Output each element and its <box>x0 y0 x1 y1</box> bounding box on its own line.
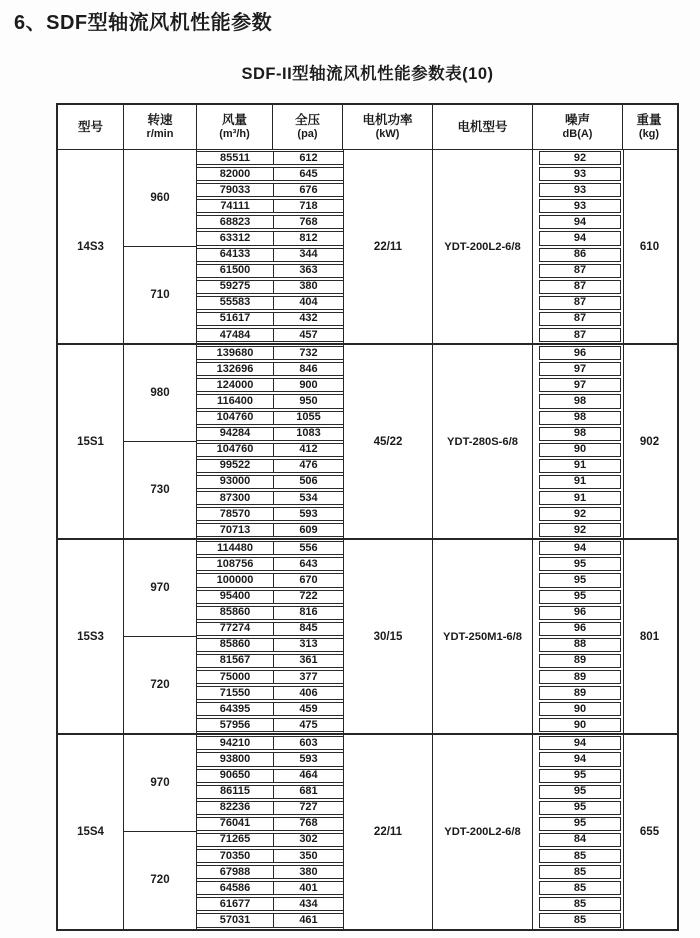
col-header-label: 电机型号 <box>457 119 508 134</box>
model-cell: 15S4 <box>58 735 124 928</box>
noise-value: 93 <box>539 167 621 181</box>
flow-value: 59275 <box>197 280 273 294</box>
pressure-value: 670 <box>273 573 343 587</box>
table-header-row <box>58 105 677 150</box>
pressure-value: 556 <box>273 541 343 555</box>
flow-value: 68823 <box>197 215 273 229</box>
col-header-power <box>343 105 433 149</box>
pressure-value: 1083 <box>273 427 343 441</box>
noise-value: 86 <box>539 248 621 262</box>
pressure-value: 681 <box>273 785 343 799</box>
motor-model-cell: YDT-280S-6/8 <box>433 345 533 538</box>
noise-value: 87 <box>539 328 621 342</box>
pressure-value: 768 <box>273 817 343 831</box>
pressure-value: 302 <box>273 833 343 847</box>
col-header-unit: (kW) <box>375 127 400 140</box>
flow-value: 90650 <box>197 769 273 783</box>
speed-cell: 970 <box>124 540 197 637</box>
noise-value: 97 <box>539 378 621 392</box>
pressure-value: 401 <box>273 881 343 895</box>
flow-value: 47484 <box>197 328 273 342</box>
flow-value: 82236 <box>197 801 273 815</box>
flow-value: 100000 <box>197 573 273 587</box>
col-header-label: 型号 <box>77 119 103 134</box>
flow-value: 79033 <box>197 183 273 197</box>
noise-value: 93 <box>539 199 621 213</box>
page-title: 6、SDF型轴流风机性能参数 <box>14 12 273 34</box>
noise-value: 85 <box>539 865 621 879</box>
noise-value: 85 <box>539 913 621 927</box>
col-header-speed <box>124 105 197 149</box>
motor-model-cell: YDT-200L2-6/8 <box>433 150 533 343</box>
noise-value: 85 <box>539 849 621 863</box>
col-header-unit: (m³/h) <box>219 127 250 140</box>
model-block <box>58 735 677 928</box>
flow-value: 61500 <box>197 264 273 278</box>
col-header-flow <box>197 105 273 149</box>
noise-value: 87 <box>539 280 621 294</box>
flow-value: 87300 <box>197 491 273 505</box>
col-header-label: 全压 <box>294 112 320 127</box>
noise-value: 90 <box>539 718 621 732</box>
noise-value: 96 <box>539 622 621 636</box>
noise-value: 89 <box>539 654 621 668</box>
pressure-value: 404 <box>273 296 343 310</box>
noise-value: 91 <box>539 459 621 473</box>
flow-value: 82000 <box>197 167 273 181</box>
flow-value: 99522 <box>197 459 273 473</box>
pressure-value: 609 <box>273 523 343 537</box>
flow-value: 93800 <box>197 752 273 766</box>
pressure-value: 313 <box>273 638 343 652</box>
weight-cell: 902 <box>623 345 675 538</box>
pressure-value: 344 <box>273 248 343 262</box>
pressure-value: 768 <box>273 215 343 229</box>
col-header-unit: (kg) <box>638 127 660 140</box>
power-cell: 22/11 <box>343 150 433 343</box>
noise-value: 94 <box>539 541 621 555</box>
flow-value: 70350 <box>197 849 273 863</box>
flow-value: 104760 <box>197 443 273 457</box>
col-header-label: 噪声 <box>564 112 590 127</box>
col-header-model <box>58 105 124 149</box>
pressure-value: 464 <box>273 769 343 783</box>
pressure-value: 846 <box>273 362 343 376</box>
weight-cell: 801 <box>623 540 675 733</box>
noise-value: 87 <box>539 296 621 310</box>
col-header-label: 转速 <box>147 112 173 127</box>
flow-value: 94210 <box>197 736 273 750</box>
flow-value: 57956 <box>197 718 273 732</box>
flow-value: 81567 <box>197 654 273 668</box>
pressure-value: 363 <box>273 264 343 278</box>
power-cell: 30/15 <box>343 540 433 733</box>
pressure-value: 377 <box>273 670 343 684</box>
flow-value: 64395 <box>197 702 273 716</box>
speed-cell: 970 <box>124 735 197 832</box>
pressure-value: 461 <box>273 913 343 927</box>
col-header-noise <box>533 105 623 149</box>
pressure-value: 361 <box>273 654 343 668</box>
pressure-value: 1055 <box>273 411 343 425</box>
pressure-value: 593 <box>273 752 343 766</box>
pressure-value: 534 <box>273 491 343 505</box>
col-header-motor-model <box>433 105 533 149</box>
model-cell: 15S1 <box>58 345 124 538</box>
flow-value: 55583 <box>197 296 273 310</box>
flow-value: 95400 <box>197 590 273 604</box>
noise-value: 85 <box>539 881 621 895</box>
noise-value: 84 <box>539 833 621 847</box>
pressure-value: 643 <box>273 557 343 571</box>
pressure-value: 475 <box>273 718 343 732</box>
flow-value: 124000 <box>197 378 273 392</box>
pressure-value: 412 <box>273 443 343 457</box>
pressure-value: 506 <box>273 475 343 489</box>
col-header-label: 电机功率 <box>362 112 413 127</box>
pressure-value: 816 <box>273 606 343 620</box>
model-block <box>58 345 677 540</box>
noise-value: 98 <box>539 394 621 408</box>
pressure-value: 812 <box>273 231 343 245</box>
col-header-label: 风量 <box>221 112 247 127</box>
noise-value: 96 <box>539 606 621 620</box>
pressure-value: 722 <box>273 590 343 604</box>
weight-cell: 655 <box>623 735 675 928</box>
model-cell: 14S3 <box>58 150 124 343</box>
flow-value: 61677 <box>197 897 273 911</box>
speed-cell: 960 <box>124 150 197 247</box>
flow-value: 139680 <box>197 346 273 360</box>
flow-value: 71550 <box>197 686 273 700</box>
noise-value: 94 <box>539 231 621 245</box>
document-content <box>56 60 679 931</box>
flow-value: 75000 <box>197 670 273 684</box>
flow-value: 57031 <box>197 913 273 927</box>
noise-value: 95 <box>539 785 621 799</box>
noise-value: 97 <box>539 362 621 376</box>
flow-value: 85860 <box>197 606 273 620</box>
speed-cell: 720 <box>124 832 197 929</box>
col-header-unit: dB(A) <box>562 127 593 140</box>
noise-value: 89 <box>539 670 621 684</box>
pressure-value: 676 <box>273 183 343 197</box>
pressure-value: 406 <box>273 686 343 700</box>
noise-value: 94 <box>539 215 621 229</box>
pressure-value: 459 <box>273 702 343 716</box>
noise-value: 95 <box>539 817 621 831</box>
noise-value: 96 <box>539 346 621 360</box>
flow-value: 114480 <box>197 541 273 555</box>
noise-value: 94 <box>539 736 621 750</box>
noise-value: 98 <box>539 411 621 425</box>
table-body <box>58 150 677 929</box>
speed-cell: 710 <box>124 247 197 344</box>
noise-value: 98 <box>539 427 621 441</box>
motor-model-cell: YDT-200L2-6/8 <box>433 735 533 928</box>
noise-value: 91 <box>539 475 621 489</box>
pressure-value: 380 <box>273 865 343 879</box>
pressure-value: 612 <box>273 151 343 165</box>
power-cell: 22/11 <box>343 735 433 928</box>
flow-value: 64586 <box>197 881 273 895</box>
pressure-value: 718 <box>273 199 343 213</box>
pressure-value: 432 <box>273 312 343 326</box>
noise-value: 88 <box>539 638 621 652</box>
flow-value: 78570 <box>197 507 273 521</box>
noise-value: 95 <box>539 573 621 587</box>
noise-value: 87 <box>539 264 621 278</box>
pressure-value: 900 <box>273 378 343 392</box>
pressure-value: 727 <box>273 801 343 815</box>
col-header-pressure <box>273 105 343 149</box>
pressure-value: 476 <box>273 459 343 473</box>
flow-value: 64133 <box>197 248 273 262</box>
flow-value: 74111 <box>197 199 273 213</box>
flow-value: 70713 <box>197 523 273 537</box>
pressure-value: 380 <box>273 280 343 294</box>
model-cell: 15S3 <box>58 540 124 733</box>
col-header-unit: r/min <box>146 127 174 140</box>
speed-cell: 720 <box>124 637 197 734</box>
noise-value: 92 <box>539 523 621 537</box>
noise-value: 92 <box>539 507 621 521</box>
model-block <box>58 540 677 735</box>
flow-value: 94284 <box>197 427 273 441</box>
noise-value: 90 <box>539 702 621 716</box>
noise-value: 95 <box>539 769 621 783</box>
pressure-value: 732 <box>273 346 343 360</box>
col-header-label: 重量 <box>636 112 662 127</box>
weight-cell: 610 <box>623 150 675 343</box>
noise-value: 87 <box>539 312 621 326</box>
noise-value: 93 <box>539 183 621 197</box>
noise-value: 85 <box>539 897 621 911</box>
model-block <box>58 150 677 345</box>
flow-value: 71265 <box>197 833 273 847</box>
noise-value: 94 <box>539 752 621 766</box>
flow-value: 76041 <box>197 817 273 831</box>
pressure-value: 645 <box>273 167 343 181</box>
pressure-value: 434 <box>273 897 343 911</box>
flow-value: 86115 <box>197 785 273 799</box>
noise-value: 95 <box>539 590 621 604</box>
table-title: SDF-II型轴流风机性能参数表(10) <box>241 65 494 83</box>
motor-model-cell: YDT-250M1-6/8 <box>433 540 533 733</box>
noise-value: 95 <box>539 801 621 815</box>
col-header-weight <box>623 105 675 149</box>
noise-value: 90 <box>539 443 621 457</box>
noise-value: 89 <box>539 686 621 700</box>
pressure-value: 845 <box>273 622 343 636</box>
noise-value: 95 <box>539 557 621 571</box>
performance-table <box>56 103 679 931</box>
flow-value: 85860 <box>197 638 273 652</box>
flow-value: 77274 <box>197 622 273 636</box>
speed-cell: 730 <box>124 442 197 539</box>
pressure-value: 950 <box>273 394 343 408</box>
flow-value: 63312 <box>197 231 273 245</box>
pressure-value: 457 <box>273 328 343 342</box>
flow-value: 116400 <box>197 394 273 408</box>
power-cell: 45/22 <box>343 345 433 538</box>
flow-value: 67988 <box>197 865 273 879</box>
noise-value: 92 <box>539 151 621 165</box>
flow-value: 85511 <box>197 151 273 165</box>
pressure-value: 593 <box>273 507 343 521</box>
speed-cell: 980 <box>124 345 197 442</box>
flow-value: 51617 <box>197 312 273 326</box>
pressure-value: 350 <box>273 849 343 863</box>
flow-value: 104760 <box>197 411 273 425</box>
noise-value: 91 <box>539 491 621 505</box>
pressure-value: 603 <box>273 736 343 750</box>
flow-value: 93000 <box>197 475 273 489</box>
flow-value: 108756 <box>197 557 273 571</box>
flow-value: 132696 <box>197 362 273 376</box>
col-header-unit: (pa) <box>297 127 318 140</box>
